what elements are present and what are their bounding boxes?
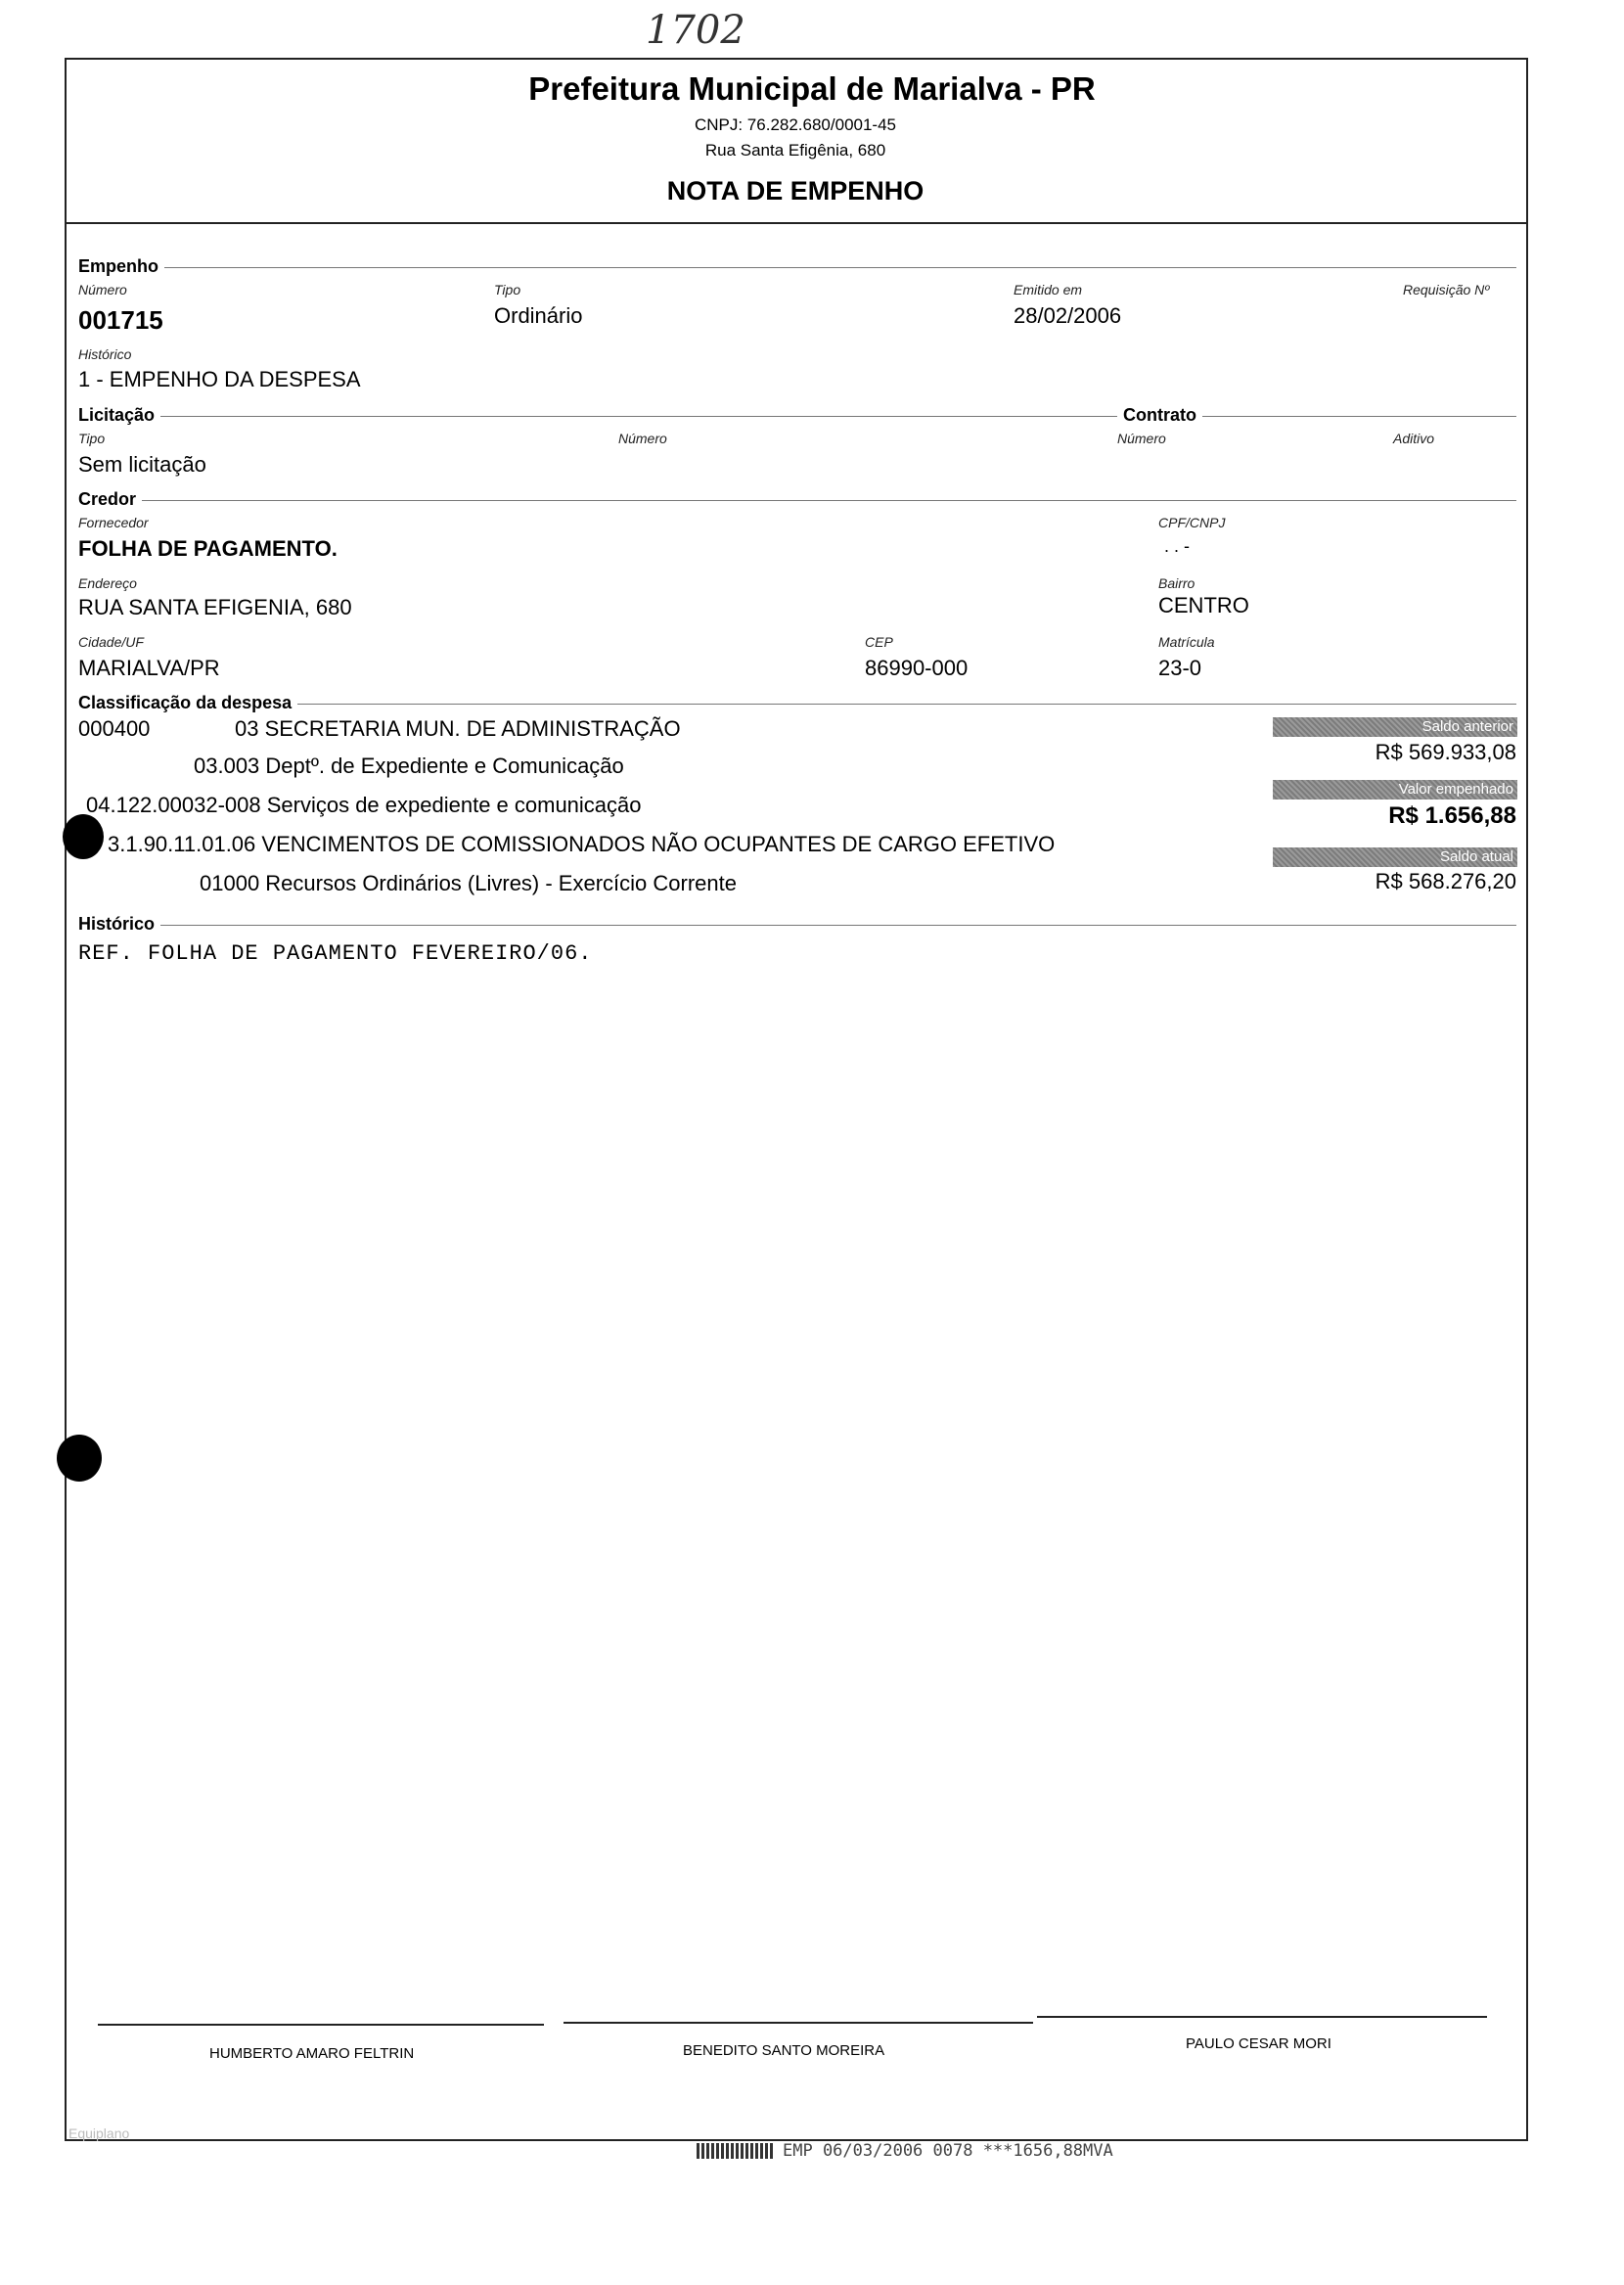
matricula-value: 23-0 bbox=[1158, 656, 1202, 680]
empenho-historico: 1 - EMPENHO DA DESPESA bbox=[78, 367, 361, 391]
saldo-anterior-label: Saldo anterior bbox=[1273, 717, 1517, 737]
fornecedor-label: Fornecedor bbox=[78, 515, 149, 530]
empenho-rule bbox=[78, 267, 1516, 268]
classificacao-line2: 03.003 Deptº. de Expediente e Comunicação bbox=[194, 754, 624, 778]
empenho-section-title: Empenho bbox=[78, 256, 164, 277]
cep-label: CEP bbox=[865, 634, 893, 650]
endereco-value: RUA SANTA EFIGENIA, 680 bbox=[78, 595, 352, 619]
address-text: Rua Santa Efigênia, 680 bbox=[704, 141, 886, 160]
cpf-value: . . - bbox=[1164, 536, 1190, 556]
empenho-historico-label: Histórico bbox=[78, 346, 132, 362]
requisicao-label: Requisição Nº bbox=[1403, 282, 1490, 297]
bairro-value: CENTRO bbox=[1158, 593, 1249, 617]
valor-empenhado-label: Valor empenhado bbox=[1273, 780, 1517, 800]
page-title: Prefeitura Municipal de Marialva - PR bbox=[528, 70, 1096, 107]
empenho-tipo-label: Tipo bbox=[494, 282, 521, 297]
cidade-label: Cidade/UF bbox=[78, 634, 144, 650]
endereco-label: Endereço bbox=[78, 575, 137, 591]
classificacao-code: 000400 bbox=[78, 716, 151, 741]
emitido-date: 28/02/2006 bbox=[1014, 303, 1122, 328]
footer-stamp: EMP 06/03/2006 0078 ***1656,88MVA bbox=[783, 2141, 1113, 2161]
document-title: NOTA DE EMPENHO bbox=[666, 176, 925, 206]
classificacao-line4: 3.1.90.11.01.06 VENCIMENTOS DE COMISSIONADOS NÃO OCUPANTES DE CARGO EFETIVO bbox=[108, 832, 1056, 856]
licitacao-section-title: Licitação bbox=[78, 405, 160, 426]
matricula-label: Matrícula bbox=[1158, 634, 1215, 650]
empenho-numero: 001715 bbox=[78, 305, 163, 335]
header-divider bbox=[65, 222, 1528, 224]
footer-barcode bbox=[697, 2143, 775, 2159]
signature-line-1 bbox=[98, 2024, 544, 2026]
signature-line-3 bbox=[1037, 2016, 1487, 2018]
licitacao-tipo: Sem licitação bbox=[78, 452, 206, 477]
saldo-atual-label: Saldo atual bbox=[1273, 847, 1517, 867]
licitacao-tipo-label: Tipo bbox=[78, 431, 106, 446]
contrato-aditivo-label: Aditivo bbox=[1393, 431, 1435, 446]
equiplano-brand: Equiplano bbox=[68, 2125, 130, 2141]
signature-line-2 bbox=[564, 2022, 1033, 2024]
bairro-label: Bairro bbox=[1158, 575, 1195, 591]
classificacao-line5: 01000 Recursos Ordinários (Livres) - Exercício Corrente bbox=[200, 871, 737, 895]
valor-empenhado-value: R$ 1.656,88 bbox=[1388, 802, 1516, 829]
historico-rule bbox=[78, 925, 1516, 926]
saldo-anterior-value: R$ 569.933,08 bbox=[1375, 740, 1516, 764]
punch-hole-top bbox=[63, 814, 104, 859]
empenho-tipo: Ordinário bbox=[494, 303, 583, 328]
signature-name-1: HUMBERTO AMARO FELTRIN bbox=[209, 2045, 415, 2062]
handwritten-number: 1702 bbox=[646, 8, 745, 53]
credor-rule bbox=[78, 500, 1516, 501]
signature-name-2: BENEDITO SANTO MOREIRA bbox=[683, 2042, 885, 2059]
fornecedor-value: FOLHA DE PAGAMENTO. bbox=[78, 536, 338, 561]
historico-section-title: Histórico bbox=[78, 914, 160, 935]
licitacao-rule bbox=[78, 416, 1516, 417]
cnpj-text: CNPJ: 76.282.680/0001-45 bbox=[694, 115, 897, 134]
cidade-value: MARIALVA/PR bbox=[78, 656, 220, 680]
cep-value: 86990-000 bbox=[865, 656, 969, 680]
punch-hole-bottom bbox=[57, 1435, 102, 1482]
emitido-label: Emitido em bbox=[1014, 282, 1083, 297]
contrato-section-title: Contrato bbox=[1117, 405, 1202, 426]
classificacao-section-title: Classificação da despesa bbox=[78, 693, 297, 713]
credor-section-title: Credor bbox=[78, 489, 142, 510]
saldo-atual-value: R$ 568.276,20 bbox=[1375, 869, 1516, 893]
contrato-numero-label: Número bbox=[1117, 431, 1166, 446]
classificacao-line3: 04.122.00032-008 Serviços de expediente e comunicação bbox=[86, 793, 642, 817]
licitacao-numero-label: Número bbox=[618, 431, 667, 446]
classificacao-line1: 03 SECRETARIA MUN. DE ADMINISTRAÇÃO bbox=[235, 716, 681, 741]
cpf-label: CPF/CNPJ bbox=[1158, 515, 1226, 530]
empenho-numero-label: Número bbox=[78, 282, 127, 297]
historico-text: REF. FOLHA DE PAGAMENTO FEVEREIRO/06. bbox=[78, 941, 593, 966]
signature-name-3: PAULO CESAR MORI bbox=[1186, 2035, 1331, 2052]
